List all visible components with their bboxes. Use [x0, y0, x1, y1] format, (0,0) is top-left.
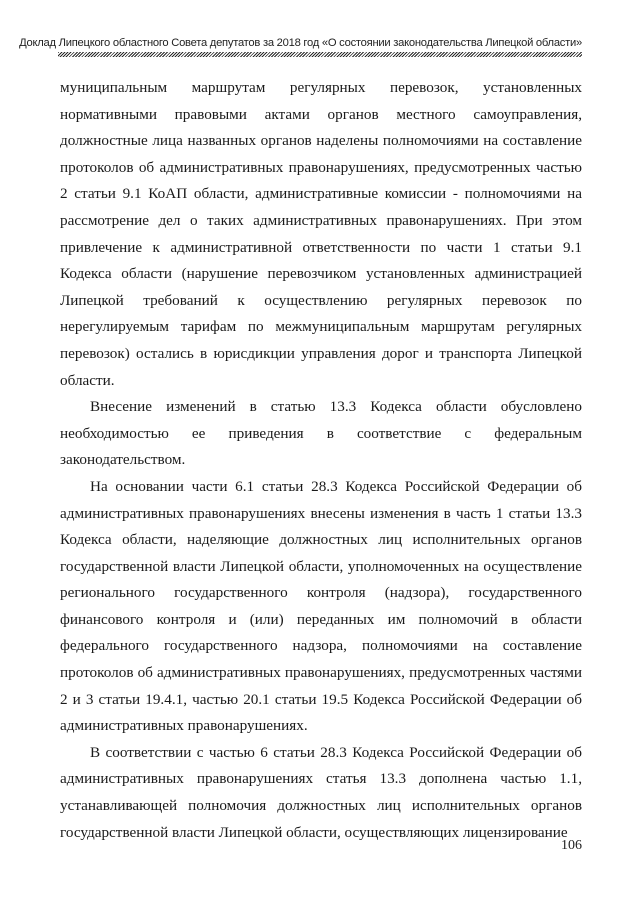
- header-title: Доклад Липецкого областного Совета депутатов за 2018 год «О состоянии законодательства Липецкой области»: [19, 37, 582, 49]
- paragraph-3: На основании части 6.1 статьи 28.3 Кодекса Российской Федерации об административных правонарушениях внесены изменения в часть 1 статьи 13.3 Кодекса области, наделяющие должностных лиц исполнительных органов государственной власти Липецкой области, уполномоченных на осуществление регионального государственного контроля (надзора), государственного финансового контроля и (или) переданных им полномочий в области федерального государственного надзора, полномочиями на составление протоколов об административных правонарушениях, предусмотренных частями 2 и 3 статьи 19.4.1, частью 20.1 статьи 19.5 Кодекса Российской Федерации об административных правонарушениях.: [60, 477, 582, 735]
- header-rule: [58, 52, 582, 57]
- page-header: [19, 36, 582, 58]
- paragraph-1: муниципальным маршрутам регулярных перевозок, установленных нормативными правовыми актами органов местного самоуправления, должностные лица названных органов наделены полномочиями на составление протоколов об административных правонарушениях, предусмотренных частью 2 статьи 9.1 КоАП области, административные комиссии - полномочиями на рассмотрение дел о таких административных правонарушениях. При этом привлечение к административной ответственности по части 1 статьи 9.1 Кодекса области (нарушение перевозчиком установленных администрацией Липецкой требований к осуществлению регулярных перевозок по нерегулируемым тарифам по межмуниципальным маршрутам регулярных перевозок) остались в юрисдикции управления дорог и транспорта Липецкой области.: [60, 79, 582, 389]
- page-number: 106: [561, 838, 582, 853]
- paragraph-4: В соответствии с частью 6 статьи 28.3 Кодекса Российской Федерации об административных правонарушениях статья 13.3 дополнена частью 1.1, устанавливающей полномочия должностных лиц исполнительных органов государственной власти Липецкой области, осуществляющих лицензирование: [60, 743, 582, 841]
- document-body: [60, 75, 582, 846]
- paragraph-2: Внесение изменений в статью 13.3 Кодекса области обусловлено необходимостью ее приведения в соответствие с федеральным законодательством.: [60, 398, 582, 469]
